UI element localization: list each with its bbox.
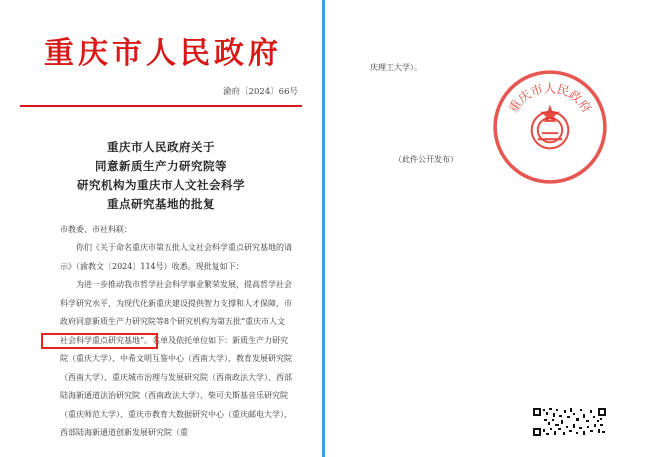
red-divider-line: [20, 105, 302, 107]
document-title: [0, 138, 322, 214]
title-line: 同意新质生产力研究院等: [95, 159, 227, 173]
highlight-box: [41, 333, 158, 349]
addressee: 市教委、市社科联：: [60, 225, 132, 234]
document-page-1: [0, 0, 322, 457]
continuation-text: 庆理工大学）。: [370, 63, 422, 72]
title-line: 重庆市人民政府关于: [107, 140, 215, 154]
release-note: （此件公开发布）: [394, 155, 458, 164]
official-seal-icon: [489, 66, 611, 188]
issuer-title: 重庆市人民政府: [44, 36, 282, 71]
page-divider: [322, 0, 325, 457]
title-line: 研究机构为重庆市人文社会科学: [77, 178, 245, 192]
document-page-2: [326, 0, 651, 457]
paragraph: 你们《关于命名重庆市第五批人文社会科学重点研究基地的请示》（渝教文〔2024〕114号）收悉。现批复如下：: [60, 243, 292, 271]
barcode-icon: [532, 407, 607, 437]
title-line: 重点研究基地的批复: [107, 197, 215, 211]
seal-text: 重庆市人民政府: [506, 81, 594, 116]
document-number: 渝府〔2024〕66号: [223, 87, 298, 97]
paragraph: 为进一步推动我市哲学社会科学事业繁荣发展，提高哲学社会科学研究水平，为现代化新重庆建设提供智力支撑和人才保障，市政府同意新质生产力研究院等8个研究机构为第五批“重庆市人文社会科学重点研究基地”。名单及依托单位如下：新质生产力研究院（重庆大学）、中希文明互鉴中心（西南大学）、教育发展研究院（西南大学）、重庆城市治理与发展研究院（西南政法大学）、西部陆海新通道法治研究院（西南政法大学）、柴可夫斯基音乐研究院（重庆师范大学）、重庆市教育大数据研究中心（重庆邮电大学）、西部陆海新通道创新发展研究院（重: [60, 280, 292, 437]
